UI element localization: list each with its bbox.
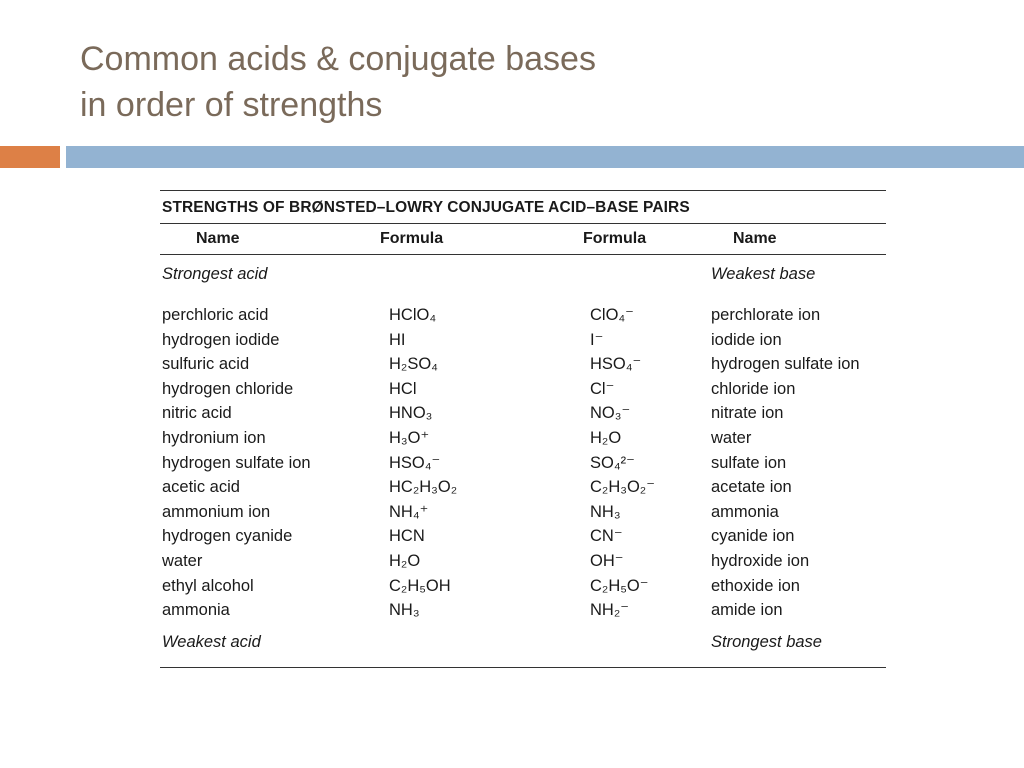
acid-formula-cell: HCl	[389, 379, 417, 398]
weakest-base-label: Weakest base	[711, 265, 816, 283]
acid-formula-cell: HNO₃	[389, 404, 433, 423]
table-row	[160, 303, 886, 328]
acid-name-cell: ethyl alcohol	[162, 576, 254, 595]
acid-formula-cell: NH₄⁺	[389, 502, 429, 521]
column-header-acid-name: Name	[196, 230, 240, 247]
acid-formula-cell: C₂H₅OH	[389, 576, 451, 595]
base-name-cell: hydrogen sulfate ion	[711, 355, 860, 374]
base-formula-cell: OH⁻	[590, 551, 624, 570]
base-name-cell: cyanide ion	[711, 527, 795, 546]
base-formula-cell: SO₄²⁻	[590, 453, 635, 472]
acid-formula-cell: HClO₄	[389, 306, 437, 324]
acid-name-cell: hydronium ion	[162, 428, 266, 447]
base-name-cell: perchlorate ion	[711, 306, 821, 324]
acid-name-cell: nitric acid	[162, 404, 232, 423]
table-row	[160, 377, 886, 402]
base-name-cell: chloride ion	[711, 379, 796, 398]
column-header-base-name: Name	[733, 230, 777, 247]
base-name-cell: iodide ion	[711, 330, 782, 349]
top-strength-labels	[160, 255, 886, 293]
acid-name-cell: acetic acid	[162, 478, 240, 497]
base-formula-cell: C₂H₅O⁻	[590, 576, 649, 595]
base-formula-cell: CN⁻	[590, 527, 623, 546]
base-formula-cell: ClO₄⁻	[590, 306, 634, 324]
table-row	[160, 401, 886, 426]
base-formula-cell: C₂H₃O₂⁻	[590, 478, 655, 497]
table-row	[160, 524, 886, 549]
base-formula-cell: I⁻	[590, 330, 604, 349]
header-divider-bar	[66, 146, 1024, 168]
base-name-cell: amide ion	[711, 601, 783, 620]
table-row	[160, 574, 886, 599]
base-formula-cell: NH₃	[590, 502, 621, 521]
slide-title	[80, 36, 596, 128]
acid-formula-cell: H₃O⁺	[389, 428, 430, 447]
table-body	[160, 303, 886, 623]
acid-name-cell: water	[162, 551, 203, 570]
base-name-cell: acetate ion	[711, 478, 792, 497]
acid-formula-cell: HCN	[389, 527, 425, 546]
table-heading: STRENGTHS OF BRØNSTED–LOWRY CONJUGATE ACID–BASE PAIRS	[162, 199, 690, 216]
acid-name-cell: hydrogen cyanide	[162, 527, 293, 546]
base-name-cell: ammonia	[711, 502, 779, 521]
weakest-acid-label: Weakest acid	[162, 632, 261, 651]
acid-name-cell: ammonia	[162, 601, 230, 620]
base-name-cell: water	[711, 428, 752, 447]
acid-name-cell: hydrogen sulfate ion	[162, 453, 311, 472]
table-row	[160, 328, 886, 353]
acid-name-cell: ammonium ion	[162, 502, 271, 521]
acid-name-cell: sulfuric acid	[162, 355, 250, 374]
acid-name-cell: perchloric acid	[162, 306, 269, 324]
base-formula-cell: H₂O	[590, 428, 622, 447]
base-formula-cell: Cl⁻	[590, 379, 615, 398]
acid-formula-cell: HC₂H₃O₂	[389, 478, 458, 497]
base-formula-cell: NO₃⁻	[590, 404, 631, 423]
strongest-acid-label: Strongest acid	[162, 265, 268, 283]
table-row	[160, 549, 886, 574]
table-row	[160, 352, 886, 377]
strongest-base-label: Strongest base	[711, 632, 822, 651]
column-header-base-formula: Formula	[583, 230, 647, 247]
acid-name-cell: hydrogen chloride	[162, 379, 294, 398]
base-formula-cell: NH₂⁻	[590, 601, 629, 620]
table-row	[160, 598, 886, 623]
table-bottom-rule	[160, 667, 886, 668]
acid-formula-cell: HI	[389, 330, 406, 349]
column-header-acid-formula: Formula	[380, 230, 444, 247]
acid-formula-cell: H₂SO₄	[389, 355, 438, 374]
acid-formula-cell: H₂O	[389, 551, 421, 570]
base-formula-cell: HSO₄⁻	[590, 355, 642, 374]
base-name-cell: ethoxide ion	[711, 576, 800, 595]
base-name-cell: nitrate ion	[711, 404, 784, 423]
acid-base-table	[160, 190, 886, 668]
base-name-cell: sulfate ion	[711, 453, 787, 472]
table-row	[160, 451, 886, 476]
accent-bar	[0, 146, 60, 168]
base-name-cell: hydroxide ion	[711, 551, 810, 570]
bottom-strength-labels	[160, 623, 886, 661]
acid-name-cell: hydrogen iodide	[162, 330, 280, 349]
slide-title-line-1: Common acids & conjugate bases	[80, 40, 596, 78]
acid-formula-cell: NH₃	[389, 601, 420, 620]
slide-title-line-2: in order of strengths	[80, 86, 383, 124]
column-headers	[160, 224, 886, 254]
table-row	[160, 500, 886, 525]
acid-formula-cell: HSO₄⁻	[389, 453, 441, 472]
table-row	[160, 426, 886, 451]
table-row	[160, 475, 886, 500]
